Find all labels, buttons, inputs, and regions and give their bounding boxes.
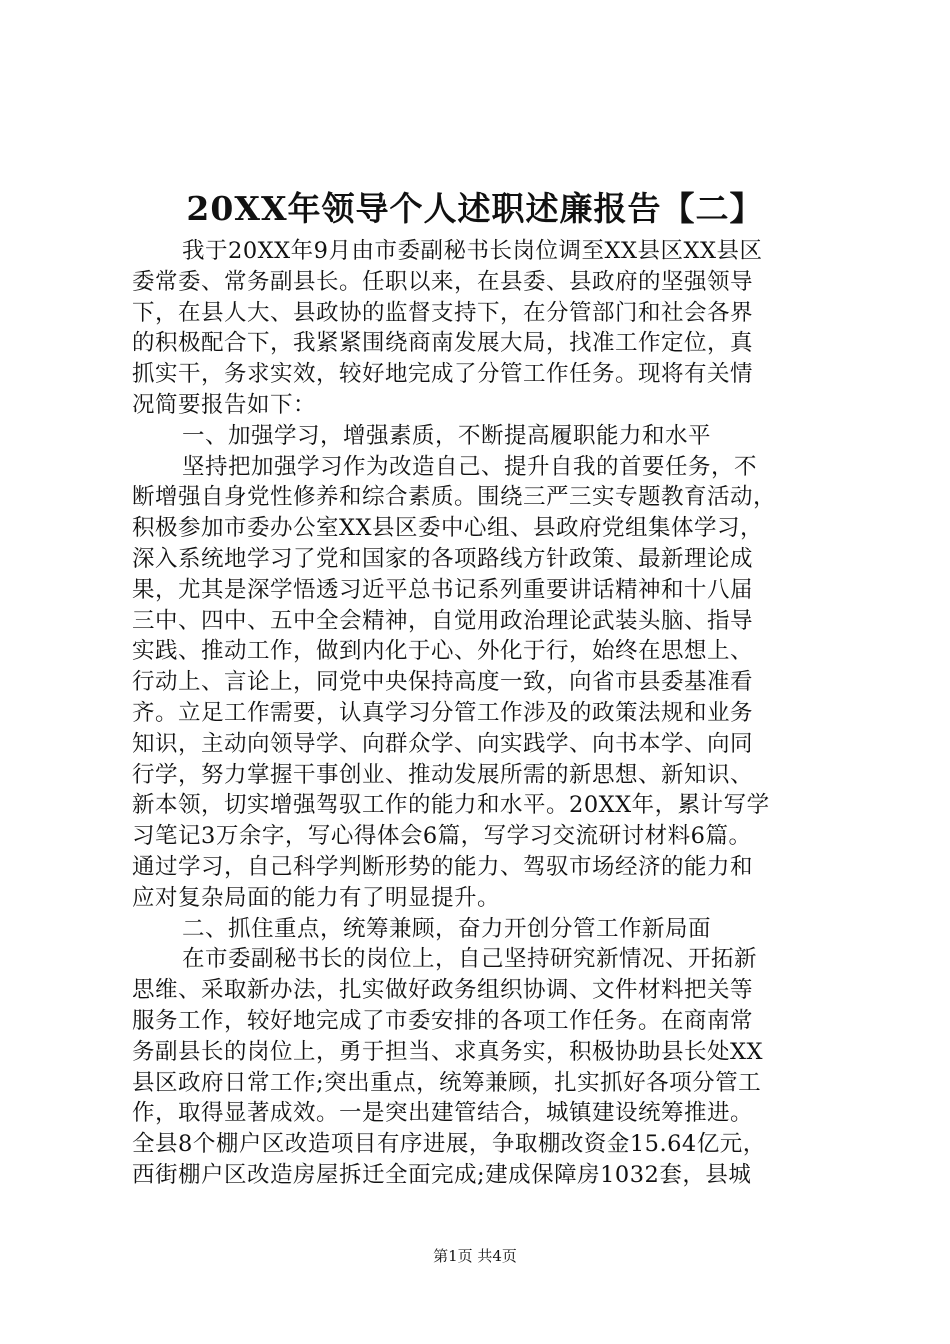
section-heading: 一、加强学习，增强素质，不断提高履职能力和水平 [182,422,712,449]
paragraph-line: 齐。立足工作需要，认真学习分管工作涉及的政策法规和业务 [132,699,754,726]
paragraph-line: 思维、采取新办法，扎实做好政务组织协调、文件材料把关等 [132,977,754,1004]
paragraph-line: 行学，努力掌握干事创业、推动发展所需的新思想、新知识、 [132,761,754,788]
paragraph-line: 服务工作，较好地完成了市委安排的各项工作任务。在商南常 [132,1007,754,1034]
paragraph-line: 我于20XX年9月由市委副秘书长岗位调至XX县区XX县区 [182,238,763,264]
paragraph-line: 全县8个棚户区改造项目有序进展，争取棚改资金15.64亿元， [132,1131,766,1158]
paragraph-line: 西街棚户区改造房屋拆迁全面完成;建成保障房1032套，县城 [132,1161,752,1188]
paragraph-line: 况简要报告如下： [132,391,317,418]
paragraph-line: 知识，主动向领导学、向群众学、向实践学、向书本学、向同 [132,730,754,757]
paragraph-line: 实践、推动工作，做到内化于心、外化于行，始终在思想上、 [132,638,754,665]
paragraph-line: 作，取得显著成效。一是突出建管结合，城镇建设统筹推进。 [132,1100,754,1127]
paragraph-line: 断增强自身党性修养和综合素质。围绕三严三实专题教育活动， [132,484,777,511]
paragraph-line: 积极参加市委办公室XX县区委中心组、县政府党组集体学习， [132,515,764,542]
paragraph-line: 行动上、言论上，同党中央保持高度一致，向省市县委基准看 [132,669,754,696]
document-body [132,236,852,1191]
paragraph-line: 通过学习，自己科学判断形势的能力、驾驭市场经济的能力和 [132,853,754,880]
section-heading: 二、抓住重点，统筹兼顾，奋力开创分管工作新局面 [182,915,712,942]
paragraph-line: 在市委副秘书长的岗位上，自己坚持研究新情况、开拓新 [182,946,758,973]
paragraph-line: 的积极配合下，我紧紧围绕商南发展大局，找准工作定位，真 [132,330,754,357]
paragraph-line: 委常委、常务副县长。任职以来，在县委、县政府的坚强领导 [132,268,754,295]
paragraph-line: 务副县长的岗位上，勇于担当、求真务实，积极协助县长处XX [132,1038,764,1065]
paragraph-line: 抓实干，务求实效，较好地完成了分管工作任务。现将有关情 [132,361,754,388]
paragraph-line: 习笔记3万余字，写心得体会6篇，写学习交流研讨材料6篇。 [132,823,752,850]
paragraph-line: 应对复杂局面的能力有了明显提升。 [132,884,501,911]
paragraph-line: 坚持把加强学习作为改造自己、提升自我的首要任务，不 [182,453,758,480]
document-title: 20XX年领导个人述职述廉报告【二】 [186,189,764,228]
page-number-footer: 第1页 共4页 [433,1247,517,1265]
paragraph-line: 果，尤其是深学悟透习近平总书记系列重要讲话精神和十八届 [132,576,754,603]
paragraph-line: 新本领，切实增强驾驭工作的能力和水平。20XX年，累计写学 [132,792,770,819]
paragraph-line: 县区政府日常工作;突出重点，统筹兼顾，扎实抓好各项分管工 [132,1069,762,1096]
paragraph-line: 下，在县人大、县政协的监督支持下，在分管部门和社会各界 [132,299,754,326]
paragraph-line: 三中、四中、五中全会精神，自觉用政治理论武装头脑、指导 [132,607,754,634]
paragraph-line: 深入系统地学习了党和国家的各项路线方针政策、最新理论成 [132,545,754,572]
